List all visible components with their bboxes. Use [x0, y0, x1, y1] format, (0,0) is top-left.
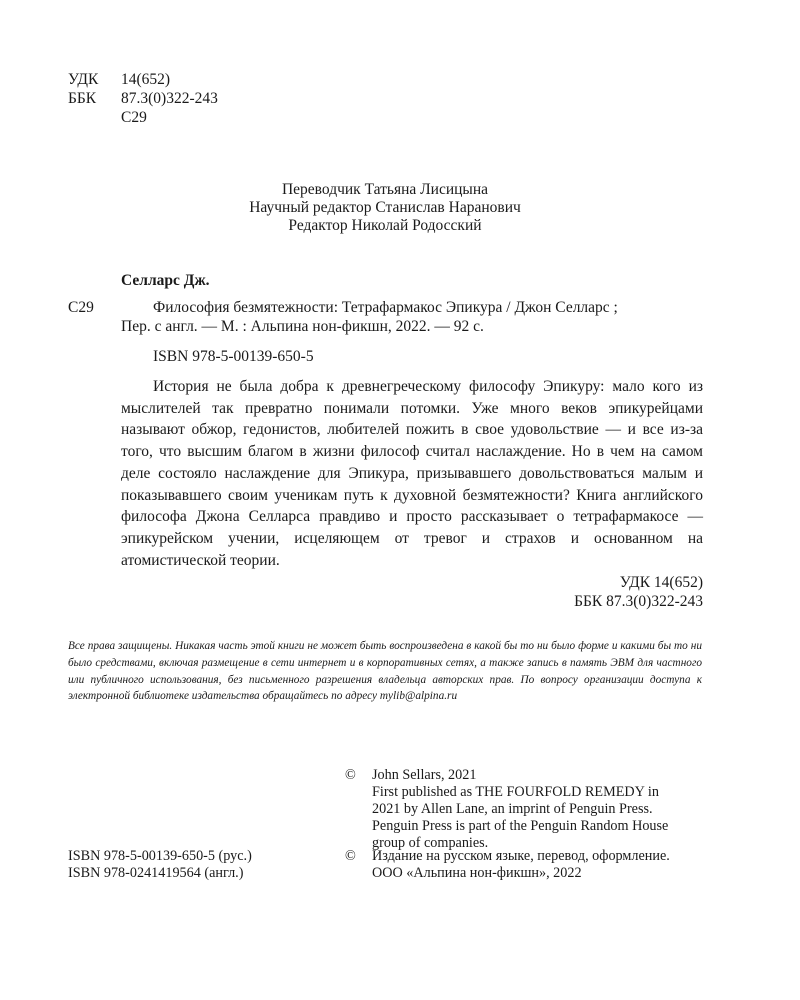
copyright-original-line: John Sellars, 2021 [372, 767, 477, 783]
copyright-russian-line: ООО «Альпина нон-фикшн», 2022 [372, 865, 582, 881]
udk-value: 14(652) [121, 71, 171, 88]
isbn-list [68, 848, 252, 882]
catalog-publication-line: Пер. с англ. — М. : Альпина нон-фикшн, 2022. — 92 с. [121, 318, 484, 335]
copyright-original-line: First published as THE FOURFOLD REMEDY in [372, 784, 659, 800]
credit-editor: Редактор Николай Родосский [288, 217, 482, 234]
credit-science-editor: Научный редактор Станислав Наранович [249, 199, 521, 216]
copyright-symbol-russian: © [345, 848, 356, 864]
copyright-original-block [372, 767, 668, 852]
bbk-value: 87.3(0)322-243 [121, 90, 218, 107]
copyright-original-line: Penguin Press is part of the Penguin Random House [372, 818, 669, 834]
catalog-author-heading: Селларс Дж. [121, 272, 210, 289]
rights-notice: Все права защищены. Никакая часть этой книги не может быть воспроизведена в какой бы то ни было форме и какими бы то ни было средствами, включая размещение в сети интернет и в корпоративных сетях, а также запись в память ЭВМ для частного или публичного использования, без письменного разрешения владельца авторских прав. По вопросу организации доступа к электронной библиотеке издательства обращайтесь по адресу mylib@alpina.ru [68, 640, 702, 703]
copyright-original-line: 2021 by Allen Lane, an imprint of Penguin Press. [372, 801, 653, 817]
copyright-russian-block [372, 848, 670, 882]
credit-translator: Переводчик Татьяна Лисицына [281, 181, 489, 198]
catalog-isbn: ISBN 978-5-00139-650-5 [153, 348, 314, 365]
footer-bbk: ББК 87.3(0)322-243 [574, 593, 703, 610]
bbk-label: ББК [68, 90, 97, 107]
bbk-code-line [68, 89, 218, 109]
copyright-original-line: group of companies. [372, 835, 489, 851]
catalog-title-line: Философия безмятежности: Тетрафармакос Эпикура / Джон Селларс ; [153, 299, 618, 316]
author-mark: С29 [121, 109, 147, 126]
catalog-mark: С29 [68, 299, 94, 316]
udk-code-line [68, 70, 170, 90]
copyright-symbol-original: © [345, 767, 356, 783]
copyright-russian-line: Издание на русском языке, перевод, оформление. [372, 848, 670, 864]
udk-label: УДК [68, 71, 99, 88]
book-annotation: История не была добра к древнегреческому философу Эпикуру: мало кого из мыслителей так превратно понимали потомки. Уже много веков эпикурейцами называют обжор, гедонистов, любителей пожить в свое удовольствие — и все из-за того, что высшим благом в жизни философ считал наслаждение. Но в чем на самом деле состояло наслаждение для Эпикура, призывавшего довольствоваться малым и показывавшего своим ученикам путь к духовной безмятежности? Книга английского философа Джона Селларса правдиво и просто рассказывает о тетрафармакосе — эпикурейском учении, исцеляющем от тревог и страхов и основанном на атомистической теории. [121, 378, 703, 569]
footer-udk: УДК 14(652) [619, 574, 703, 591]
isbn-russian: ISBN 978-5-00139-650-5 (рус.) [68, 848, 252, 864]
isbn-english: ISBN 978-0241419564 (англ.) [68, 865, 244, 881]
